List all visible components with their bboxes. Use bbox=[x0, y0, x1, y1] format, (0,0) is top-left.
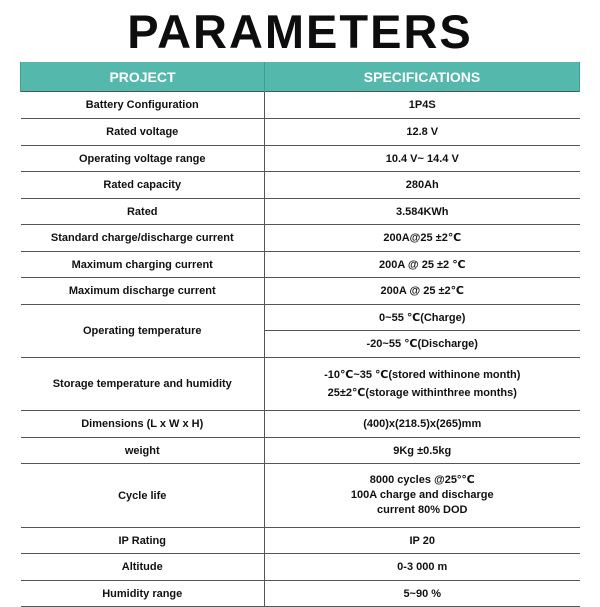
row-value bbox=[265, 358, 580, 411]
table-row bbox=[21, 278, 580, 305]
row-value-line: 25±2℃(storage withinthree months) bbox=[327, 387, 517, 399]
row-value-line: 8000 cycles @25°℃ bbox=[369, 474, 475, 486]
row-label: Cycle life bbox=[21, 464, 265, 528]
table-row bbox=[21, 199, 580, 225]
row-value: 280Ah bbox=[265, 172, 580, 199]
row-value: -20~55 ℃(Discharge) bbox=[265, 331, 580, 358]
row-value: 0~55 ℃(Charge) bbox=[265, 305, 580, 331]
row-label: Humidity range bbox=[21, 581, 265, 607]
row-value: 3.584KWh bbox=[265, 199, 580, 225]
row-value-line: current 80% DOD bbox=[377, 504, 468, 516]
column-header-project: PROJECT bbox=[21, 62, 265, 92]
row-value: 0-3 000 m bbox=[265, 554, 580, 581]
row-label: Altitude bbox=[21, 554, 265, 581]
row-label: weight bbox=[21, 438, 265, 464]
row-value-line: -10℃~35 ℃(stored withinone month) bbox=[324, 369, 521, 381]
row-value: 10.4 V~ 14.4 V bbox=[265, 146, 580, 172]
row-value: 200A@25 ±2℃ bbox=[265, 225, 580, 252]
row-label: Maximum charging current bbox=[21, 252, 265, 278]
table-row bbox=[21, 528, 580, 554]
row-value: (400)x(218.5)x(265)mm bbox=[265, 411, 580, 438]
row-label: Rated bbox=[21, 199, 265, 225]
row-label: Dimensions (L x W x H) bbox=[21, 411, 265, 438]
table-row bbox=[21, 172, 580, 199]
table-row bbox=[21, 358, 580, 411]
row-value-line: 100A charge and discharge bbox=[350, 489, 494, 501]
row-label: Rated voltage bbox=[21, 119, 265, 146]
row-label: Rated capacity bbox=[21, 172, 265, 199]
table-row bbox=[21, 464, 580, 528]
row-label: Standard charge/discharge current bbox=[21, 225, 265, 252]
table-row bbox=[21, 119, 580, 146]
row-value: 200A @ 25 ±2℃ bbox=[265, 278, 580, 305]
row-label: Storage temperature and humidity bbox=[21, 358, 265, 411]
table-row bbox=[21, 411, 580, 438]
table-row bbox=[21, 252, 580, 278]
table-row bbox=[21, 581, 580, 607]
row-value: 12.8 V bbox=[265, 119, 580, 146]
table-row bbox=[21, 146, 580, 172]
row-label: Maximum discharge current bbox=[21, 278, 265, 305]
table-header-row bbox=[21, 62, 580, 92]
row-value: 5~90 % bbox=[265, 581, 580, 607]
row-value: 1P4S bbox=[265, 92, 580, 119]
row-value: 200A @ 25 ±2 ℃ bbox=[265, 252, 580, 278]
column-header-specifications: SPECIFICATIONS bbox=[265, 62, 580, 92]
table-row bbox=[21, 438, 580, 464]
table-row bbox=[21, 225, 580, 252]
row-label: Battery Configuration bbox=[21, 92, 265, 119]
row-value: 9Kg ±0.5kg bbox=[265, 438, 580, 464]
page-title: PARAMETERS bbox=[127, 5, 473, 58]
table-row bbox=[21, 92, 580, 119]
row-label: Operating temperature bbox=[21, 305, 265, 358]
row-label: Operating voltage range bbox=[21, 146, 265, 172]
parameters-table bbox=[20, 62, 580, 607]
row-label: IP Rating bbox=[21, 528, 265, 554]
row-value: IP 20 bbox=[265, 528, 580, 554]
row-value bbox=[265, 464, 580, 528]
table-row bbox=[21, 305, 580, 331]
table-row bbox=[21, 554, 580, 581]
